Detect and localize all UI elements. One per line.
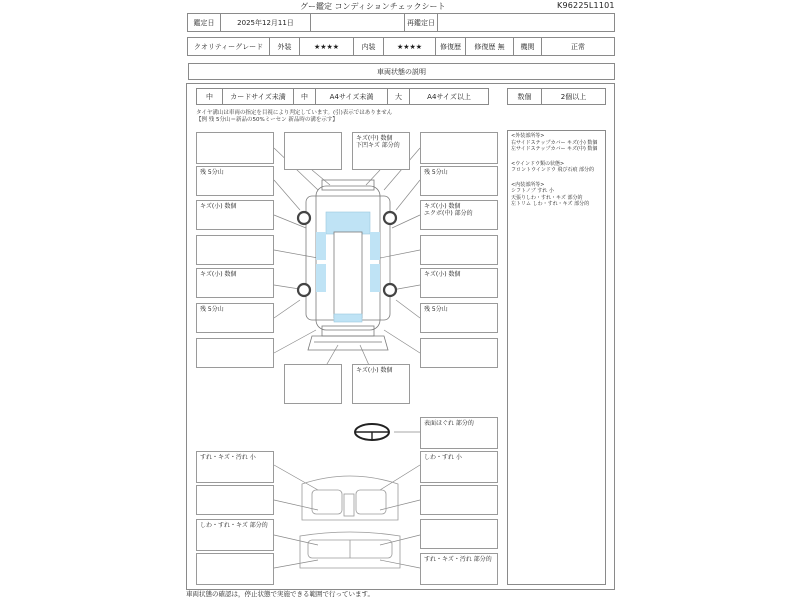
interior-cell-right-1: しわ・すれ 小 bbox=[420, 451, 498, 483]
damage-cell-right-5: キズ(小) 数個 bbox=[420, 268, 498, 298]
repair-history-label: 修復歴 bbox=[436, 38, 466, 55]
damage-cell-right-top: キズ(中) 数個 下凹キズ 部分的 bbox=[352, 132, 410, 170]
damage-cell-right-6: 残 5分山 bbox=[420, 303, 498, 333]
engine-value: 正常 bbox=[571, 42, 585, 51]
notes-item: 左トリム しわ・すれ・キズ 部分的 bbox=[511, 201, 590, 207]
interior-cell-right-4: すれ・キズ・汚れ 部分的 bbox=[420, 553, 498, 585]
exterior-label: 外装 bbox=[270, 38, 300, 55]
notes-item: 左サイドステップカバー キズ(中) 数個 bbox=[511, 146, 598, 152]
notes-heading-window: <ウインドウ類の状態> bbox=[511, 160, 565, 167]
condition-notes-box bbox=[507, 130, 606, 585]
size-legend-small-mark: 中 bbox=[197, 89, 223, 104]
size-legend-large-mark: 大 bbox=[388, 89, 410, 104]
notes-spacer bbox=[511, 174, 602, 182]
damage-cell-right-2: 残 5分山 bbox=[420, 166, 498, 196]
damage-cell-right-3: キズ(小) 数個 エクボ(中) 部分的 bbox=[420, 200, 498, 230]
sheet-title: グー鑑定 コンディションチェックシート bbox=[300, 2, 446, 11]
damage-cell-center-bottom-right: キズ(小) 数個 bbox=[352, 364, 410, 404]
sheet-id: K96225L1101 bbox=[557, 1, 615, 10]
damage-cell-left-2: 残 5分山 bbox=[196, 166, 274, 196]
notes-item: フロントウインドウ 飛び石痕 部分的 bbox=[511, 167, 595, 173]
tire-note-2: 【例 残 5分山＝新品の50%ミーセン 新品時の溝を示す】 bbox=[196, 117, 338, 123]
damage-cell-center-bottom-left bbox=[284, 364, 342, 404]
damage-cell-left-6: 残 5分山 bbox=[196, 303, 274, 333]
notes-heading-interior: <内装部所等> bbox=[511, 181, 545, 188]
notes-heading-exterior: <外装部所等> bbox=[511, 133, 545, 139]
damage-cell-center-top bbox=[284, 132, 342, 170]
steering-wheel-cell: 表面ほぐれ 部分的 bbox=[420, 417, 498, 449]
condition-heading: 車両状態の説明 bbox=[188, 63, 615, 80]
size-legend-a4-over: A4サイズ以上 bbox=[427, 92, 471, 101]
footer-note: 車両状態の確認は，停止状態で実施できる範囲で行っています。 bbox=[186, 590, 374, 598]
damage-cell-right-4 bbox=[420, 235, 498, 265]
damage-cell-left-5: キズ(小) 数個 bbox=[196, 268, 274, 298]
damage-cell-right-7 bbox=[420, 338, 498, 368]
quality-grade-label: クオリティーグレード bbox=[188, 38, 270, 55]
damage-cell-left-3: キズ(小) 数個 bbox=[196, 200, 274, 230]
notes-item: シフトノブ すれ 小 bbox=[511, 188, 554, 194]
tire-note-1: タイヤ溝山は車両の指定を目視により判定しています。(引)表示ではありません bbox=[196, 110, 393, 116]
interior-stars: ★★★★ bbox=[384, 38, 436, 55]
engine-label: 機関 bbox=[514, 38, 542, 55]
exterior-stars: ★★★★ bbox=[300, 38, 354, 55]
re-appraisal-label: 再鑑定日 bbox=[405, 14, 438, 31]
count-label: 数個 bbox=[508, 89, 542, 104]
interior-cell-left-4 bbox=[196, 553, 274, 585]
damage-cell-right-1 bbox=[420, 132, 498, 164]
notes-item: 右サイドステップカバー キズ(小) 数個 bbox=[511, 139, 598, 146]
interior-cell-left-2 bbox=[196, 485, 274, 515]
size-legend-card: カードサイズ未満 bbox=[223, 89, 294, 104]
repair-history-value: 修復歴 無 bbox=[466, 38, 514, 55]
notes-spacer bbox=[511, 153, 602, 161]
notes-item: 天張りしわ・すれ・キズ 部分的 bbox=[511, 194, 583, 201]
interior-cell-left-1: すれ・キズ・汚れ 小 bbox=[196, 451, 274, 483]
count-value: 2個以上 bbox=[560, 92, 587, 101]
appraisal-date-value: 2025年12月11日 bbox=[221, 14, 311, 31]
damage-cell-left-1 bbox=[196, 132, 274, 164]
interior-label: 内装 bbox=[354, 38, 384, 55]
size-legend-a4-under: A4サイズ未満 bbox=[316, 89, 388, 104]
appraisal-date-label: 鑑定日 bbox=[188, 14, 221, 31]
damage-cell-left-7 bbox=[196, 338, 274, 368]
damage-cell-left-4 bbox=[196, 235, 274, 265]
interior-cell-right-2 bbox=[420, 485, 498, 515]
size-legend-mid-mark: 中 bbox=[294, 89, 316, 104]
interior-cell-right-3 bbox=[420, 519, 498, 549]
interior-cell-left-3: しわ・すれ・キズ 部分的 bbox=[196, 519, 274, 551]
